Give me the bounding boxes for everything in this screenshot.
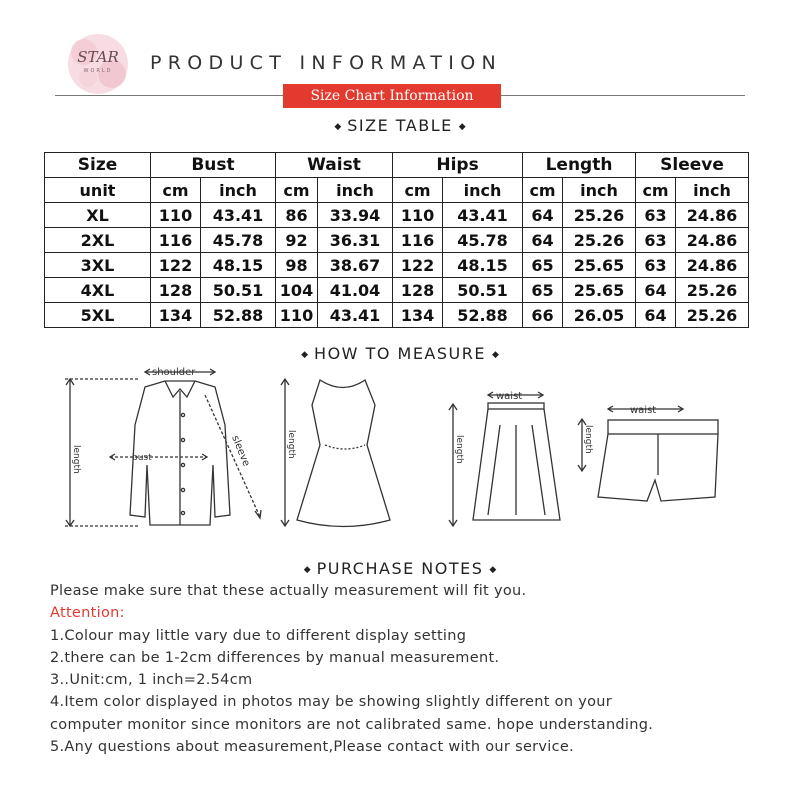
unit-cell: cm [393, 178, 443, 203]
note-item: 5.Any questions about measurement,Please contact with our service. [50, 739, 575, 756]
table-cell: 63 [636, 203, 676, 228]
table-cell: 134 [393, 303, 443, 328]
table-cell: 25.26 [563, 203, 636, 228]
table-cell: 24.86 [676, 203, 749, 228]
unit-cell: unit [45, 178, 151, 203]
table-cell: 65 [523, 278, 563, 303]
length-label: length [71, 445, 81, 474]
table-cell: 64 [636, 303, 676, 328]
size-table [44, 152, 749, 328]
table-cell: 134 [151, 303, 201, 328]
measurement-diagrams [55, 365, 745, 535]
table-cell: 43.41 [201, 203, 276, 228]
header-bust: Bust [151, 153, 276, 178]
table-cell: 64 [523, 228, 563, 253]
shorts-waist-label: waist [630, 405, 657, 416]
dress-diagram [281, 379, 390, 527]
shorts-length-label: length [583, 425, 593, 454]
purchase-notes [50, 580, 770, 758]
table-cell: 45.78 [201, 228, 276, 253]
unit-cell: cm [276, 178, 318, 203]
table-cell: 98 [276, 253, 318, 278]
dress-length-label: length [286, 430, 296, 459]
table-cell: 25.26 [676, 278, 749, 303]
table-cell: 86 [276, 203, 318, 228]
header-hips: Hips [393, 153, 523, 178]
table-row [45, 228, 749, 253]
unit-cell: inch [563, 178, 636, 203]
table-cell: 4XL [45, 278, 151, 303]
table-cell: 110 [393, 203, 443, 228]
diamond-icon: ◆ [458, 121, 466, 132]
table-unit-row [45, 178, 749, 203]
table-row [45, 203, 749, 228]
diamond-icon: ◆ [491, 349, 499, 360]
logo-text: STAR [77, 48, 119, 66]
table-cell: 45.78 [443, 228, 523, 253]
note-item: 2.there can be 1-2cm differences by manual measurement. [50, 649, 500, 666]
how-to-measure-title [230, 344, 570, 363]
size-table-title-text: SIZE TABLE [347, 116, 453, 135]
table-cell: 92 [276, 228, 318, 253]
size-table-title [200, 116, 600, 135]
unit-cell: inch [676, 178, 749, 203]
table-cell: 50.51 [201, 278, 276, 303]
header-waist: Waist [276, 153, 393, 178]
shirt-diagram [65, 367, 261, 526]
diamond-icon: ◆ [303, 564, 311, 575]
skirt-length-label: length [454, 435, 464, 464]
table-cell: 25.65 [563, 278, 636, 303]
diamond-icon: ◆ [301, 349, 309, 360]
table-cell: 43.41 [443, 203, 523, 228]
note-item: 3..Unit:cm, 1 inch=2.54cm [50, 672, 253, 689]
table-cell: 36.31 [318, 228, 393, 253]
note-item: 1.Colour may little vary due to different display setting [50, 627, 467, 644]
table-cell: 25.26 [563, 228, 636, 253]
table-cell: 128 [151, 278, 201, 303]
table-cell: 122 [151, 253, 201, 278]
skirt-diagram [449, 391, 560, 526]
header-length: Length [523, 153, 636, 178]
header-size: Size [45, 153, 151, 178]
table-cell: 26.05 [563, 303, 636, 328]
diamond-icon: ◆ [489, 564, 497, 575]
notes-intro: Please make sure that these actually measurement will fit you. [50, 583, 527, 599]
unit-cell: cm [636, 178, 676, 203]
unit-cell: cm [523, 178, 563, 203]
table-cell: 3XL [45, 253, 151, 278]
bust-label: bust [132, 453, 152, 463]
size-chart-banner: Size Chart Information [283, 84, 501, 108]
unit-cell: inch [318, 178, 393, 203]
table-cell: 128 [393, 278, 443, 303]
header-sleeve: Sleeve [636, 153, 749, 178]
table-cell: 64 [636, 278, 676, 303]
table-cell: 122 [393, 253, 443, 278]
purchase-notes-title-text: PURCHASE NOTES [316, 559, 484, 578]
table-cell: 50.51 [443, 278, 523, 303]
table-cell: 43.41 [318, 303, 393, 328]
page-title: PRODUCT INFORMATION [150, 52, 502, 74]
table-cell: 116 [151, 228, 201, 253]
shorts-diagram [578, 405, 718, 501]
table-cell: 63 [636, 228, 676, 253]
table-row [45, 253, 749, 278]
skirt-waist-label: waist [496, 391, 523, 402]
table-cell: 33.94 [318, 203, 393, 228]
table-cell: 2XL [45, 228, 151, 253]
table-cell: 48.15 [201, 253, 276, 278]
how-to-measure-title-text: HOW TO MEASURE [314, 344, 486, 363]
table-cell: 52.88 [201, 303, 276, 328]
unit-cell: cm [151, 178, 201, 203]
table-cell: 116 [393, 228, 443, 253]
table-cell: 24.86 [676, 228, 749, 253]
table-header-row [45, 153, 749, 178]
table-cell: 63 [636, 253, 676, 278]
table-cell: 110 [151, 203, 201, 228]
table-cell: 104 [276, 278, 318, 303]
table-cell: 5XL [45, 303, 151, 328]
table-cell: 48.15 [443, 253, 523, 278]
table-cell: XL [45, 203, 151, 228]
logo-subtext: WORLD [83, 68, 113, 74]
table-cell: 24.86 [676, 253, 749, 278]
table-cell: 25.26 [676, 303, 749, 328]
table-cell: 65 [523, 253, 563, 278]
table-row [45, 303, 749, 328]
attention-label: Attention: [50, 605, 125, 622]
table-cell: 64 [523, 203, 563, 228]
table-cell: 110 [276, 303, 318, 328]
sleeve-label: sleeve [229, 434, 252, 469]
diamond-icon: ◆ [334, 121, 342, 132]
table-cell: 25.65 [563, 253, 636, 278]
note-item: computer monitor since monitors are not calibrated same. hope understanding. [50, 716, 654, 733]
brand-logo [62, 28, 134, 100]
unit-cell: inch [443, 178, 523, 203]
shoulder-label: shoulder [152, 367, 196, 378]
table-cell: 66 [523, 303, 563, 328]
table-row [45, 278, 749, 303]
unit-cell: inch [201, 178, 276, 203]
purchase-notes-title [200, 559, 600, 578]
table-cell: 38.67 [318, 253, 393, 278]
note-item: 4.Item color displayed in photos may be showing slightly different on your [50, 694, 613, 711]
table-cell: 52.88 [443, 303, 523, 328]
table-cell: 41.04 [318, 278, 393, 303]
